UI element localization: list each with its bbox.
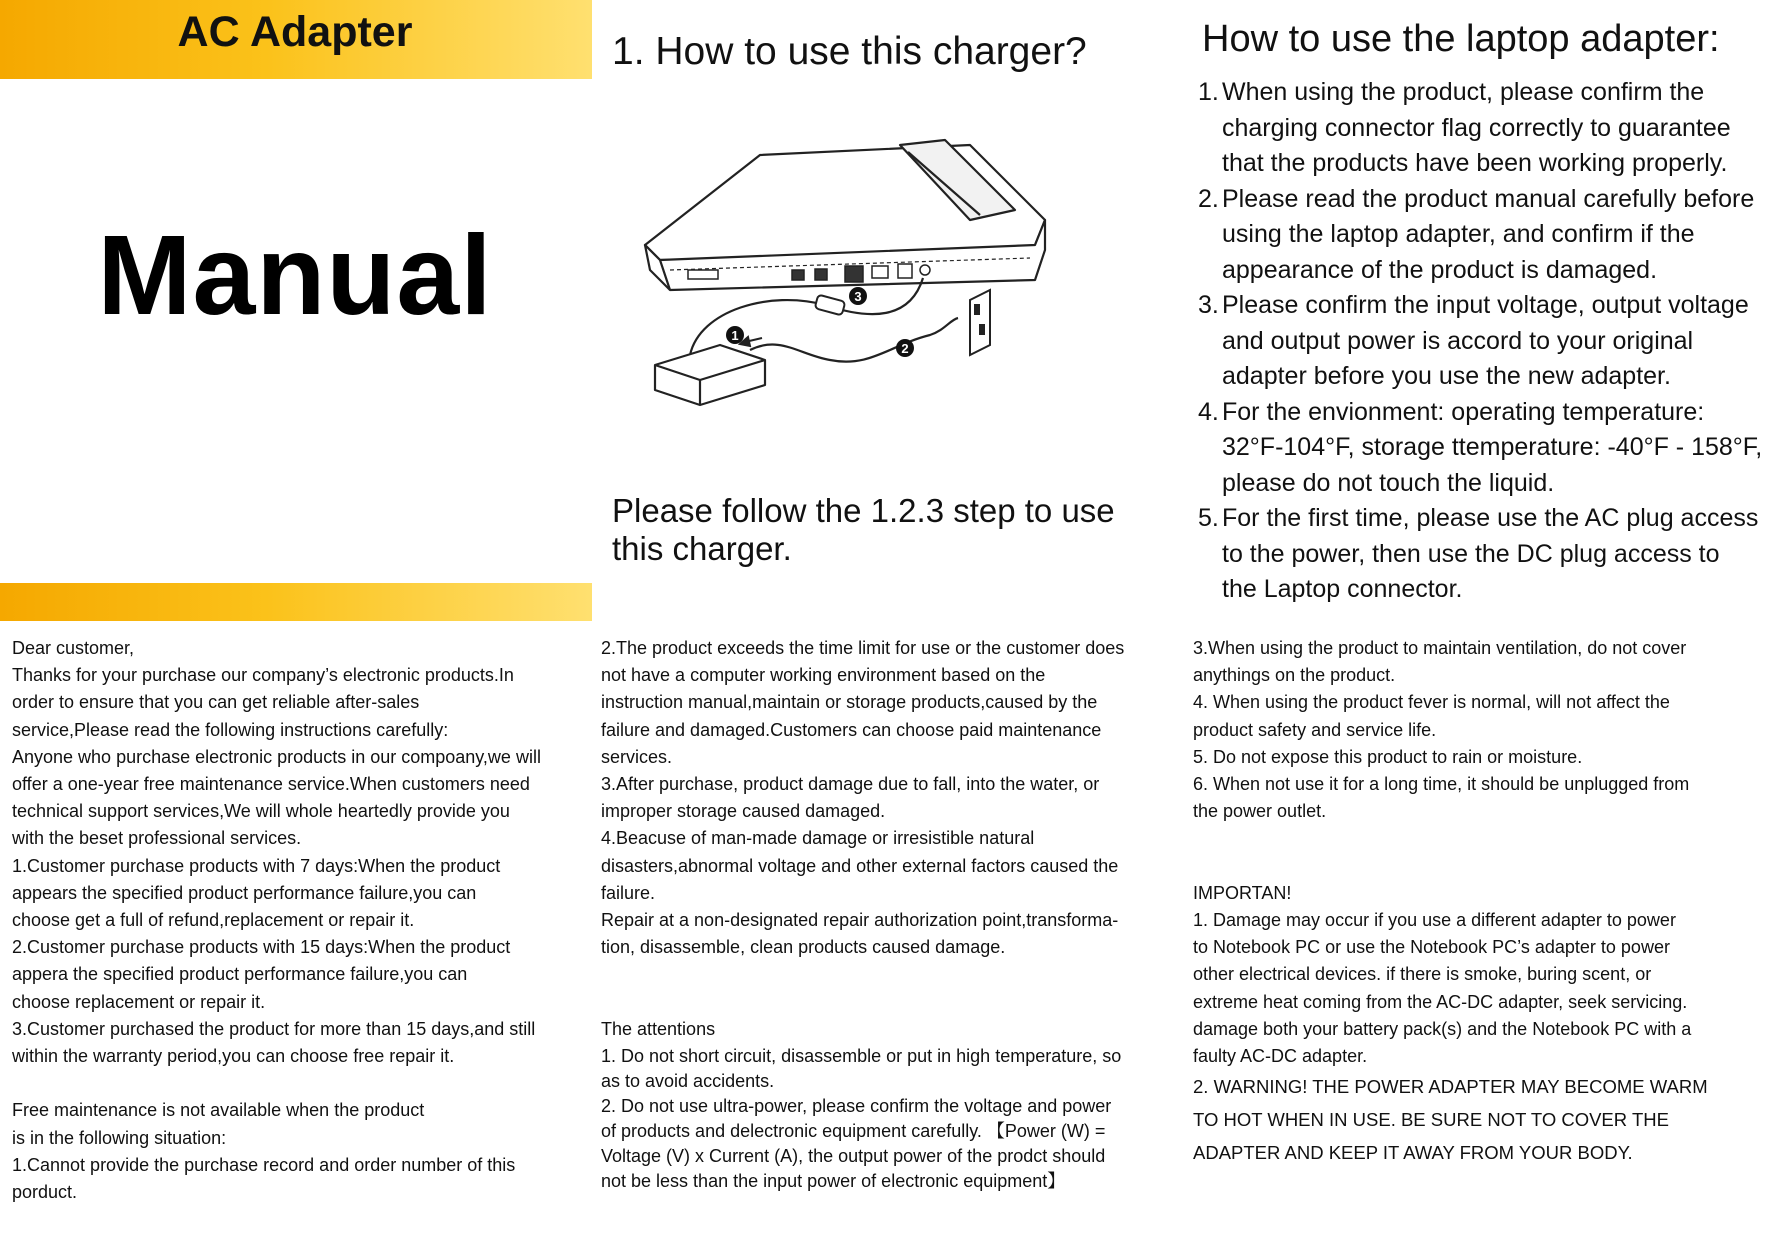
instruction-number: [1198, 111, 1222, 147]
text-line: anythings on the product.: [1193, 665, 1396, 686]
instruction-number: 2.: [1198, 184, 1219, 213]
instruction-text: the Laptop connector.: [1222, 575, 1463, 603]
important-line: damage both your battery pack(s) and the Notebook PC with a: [1193, 1018, 1692, 1039]
text-line: failure.: [601, 882, 656, 903]
text-line: Dear customer,: [12, 638, 135, 658]
text-line: offer a one-year free maintenance service.When customers need: [12, 774, 530, 795]
adapter-instruction-line: [1198, 430, 1772, 466]
callout-3-label: 3: [854, 289, 862, 304]
attention-line: not be less than the input power of electronic equipment】: [601, 1170, 1066, 1191]
instruction-text: adapter before you use the new adapter.: [1222, 362, 1671, 390]
text-line: 3.After purchase, product damage due to fall, into the water, or: [601, 774, 1100, 795]
instruction-text: please do not touch the liquid.: [1222, 468, 1555, 497]
exclusions-column: [601, 635, 1181, 1194]
laptop-charger-illustration: [640, 120, 1080, 470]
instruction-text: to the power, then use the DC plug access to: [1222, 539, 1720, 568]
adapter-instruction-line: [1198, 395, 1772, 431]
instruction-number: 5.: [1198, 504, 1219, 532]
text-line: porduct.: [12, 1182, 78, 1203]
text-line: not have a computer working environment based on the: [601, 665, 1046, 686]
text-line: the power outlet.: [1193, 801, 1327, 822]
warning-line: TO HOT WHEN IN USE. BE SURE NOT TO COVER THE: [1193, 1109, 1669, 1131]
banner-title: AC Adapter: [177, 8, 413, 56]
adapter-instruction-line: [1198, 111, 1772, 147]
text-line: with the beset professional services.: [12, 828, 302, 849]
text-line: Thanks for your purchase our company’s electronic products.In: [12, 665, 514, 686]
text-line: 3.Customer purchased the product for more than 15 days,and still: [12, 1018, 536, 1039]
instruction-number: [1198, 146, 1222, 182]
charger-heading: 1. How to use this charger?: [612, 30, 1087, 73]
attentions-list: [601, 1044, 1181, 1194]
adapter-instruction-line: [1198, 359, 1772, 395]
instruction-number: [1198, 430, 1222, 466]
instruction-number: [1198, 324, 1222, 360]
warranty-column: [12, 635, 592, 1206]
adapter-instruction-line: [1198, 182, 1772, 218]
important-title: IMPORTAN!: [1193, 882, 1292, 903]
instruction-text: For the envionment: operating temperature:: [1222, 397, 1705, 426]
text-line: within the warranty period,you can choose free repair it.: [12, 1046, 455, 1067]
attention-line: 1. Do not short circuit, disassemble or put in high temperature, so: [601, 1045, 1122, 1066]
warning-line: 2. WARNING! THE POWER ADAPTER MAY BECOME WARM: [1193, 1076, 1708, 1098]
important-line: 1. Damage may occur if you use a different adapter to power: [1193, 910, 1676, 930]
text-line: failure and damaged.Customers can choose paid maintenance: [601, 719, 1102, 740]
instruction-number: 4.: [1198, 397, 1219, 426]
instruction-text: When using the product, please confirm the: [1222, 78, 1705, 106]
text-line: instruction manual,maintain or storage products,caused by the: [601, 692, 1098, 713]
text-line: 5. Do not expose this product to rain or moisture.: [1193, 746, 1583, 767]
text-line: Anyone who purchase electronic products in our compoany,we will: [12, 746, 541, 767]
adapter-instruction-line: [1198, 466, 1772, 502]
text-line: Free maintenance is not available when the product: [12, 1100, 425, 1121]
text-line: product safety and service life.: [1193, 719, 1437, 740]
warning-text: [1193, 1070, 1771, 1169]
text-line: tion, disassemble, clean products caused damage.: [601, 937, 1006, 958]
important-line: extreme heat coming from the AC-DC adapter, seek servicing.: [1193, 991, 1688, 1012]
adapter-instruction-line: [1198, 501, 1772, 537]
attention-line: as to avoid accidents.: [601, 1070, 775, 1091]
instruction-number: [1198, 217, 1222, 253]
text-line: choose replacement or repair it.: [12, 991, 266, 1012]
instruction-text: appearance of the product is damaged.: [1222, 255, 1658, 284]
instruction-text: 32°F-104°F, storage ttemperature: -40°F - 158°F,: [1222, 433, 1763, 461]
callout-1-label: 1: [731, 328, 739, 343]
instruction-number: [1198, 572, 1222, 608]
text-line: appears the specified product performance failure,you can: [12, 882, 477, 903]
manual-title: Manual: [97, 212, 493, 338]
text-line: is in the following situation:: [12, 1127, 227, 1148]
text-line: appera the specified product performance failure,you can: [12, 964, 468, 985]
text-line: 1.Customer purchase products with 7 days:When the product: [12, 855, 501, 876]
adapter-instruction-line: [1198, 288, 1772, 324]
free-maintenance-exclusions: [12, 1097, 592, 1206]
instruction-number: [1198, 359, 1222, 395]
adapter-heading: How to use the laptop adapter:: [1202, 18, 1720, 60]
important-line: to Notebook PC or use the Notebook PC’s adapter to power: [1193, 937, 1670, 958]
warranty-intro: [12, 635, 592, 1070]
text-line: Repair at a non-designated repair authorization point,transforma-: [601, 910, 1119, 931]
callout-2-label: 2: [901, 341, 909, 356]
text-line: 2.Customer purchase products with 15 days:When the product: [12, 937, 511, 958]
usage-notes: [1193, 635, 1771, 825]
text-line: 2.The product exceeds the time limit for use or the customer does: [601, 638, 1125, 658]
warning-line: ADAPTER AND KEEP IT AWAY FROM YOUR BODY.: [1193, 1142, 1633, 1164]
instruction-text: using the laptop adapter, and confirm if the: [1222, 220, 1695, 248]
text-line: disasters,abnormal voltage and other external factors caused the: [601, 855, 1119, 876]
attention-line: 2. Do not use ultra-power, please confirm the voltage and power: [601, 1095, 1112, 1116]
adapter-instruction-line: [1198, 537, 1772, 573]
adapter-instruction-line: [1198, 217, 1772, 253]
instruction-text: For the first time, please use the AC plug access: [1222, 504, 1759, 532]
text-line: 6. When not use it for a long time, it should be unplugged from: [1193, 774, 1690, 795]
important-list: [1193, 907, 1771, 1070]
instruction-number: [1198, 537, 1222, 573]
exclusions-list: [601, 635, 1181, 961]
text-line: 4. When using the product fever is normal, will not affect the: [1193, 692, 1670, 713]
adapter-instruction-line: [1198, 253, 1772, 289]
instruction-text: Please read the product manual carefully before: [1222, 184, 1755, 213]
instruction-text: and output power is accord to your original: [1222, 326, 1694, 355]
text-line: 3.When using the product to maintain ventilation, do not cover: [1193, 638, 1687, 658]
text-line: technical support services,We will whole heartedly provide you: [12, 801, 510, 822]
adapter-instruction-line: [1198, 75, 1772, 111]
important-line: faulty AC-DC adapter.: [1193, 1046, 1368, 1067]
text-line: 4.Beacuse of man-made damage or irresistible natural: [601, 828, 1035, 849]
text-line: order to ensure that you can get reliable after-sales: [12, 692, 420, 713]
attention-line: Voltage (V) x Current (A), the output power of the prodct should: [601, 1145, 1106, 1166]
adapter-instruction-line: [1198, 146, 1772, 182]
instruction-text: Please confirm the input voltage, output voltage: [1222, 291, 1749, 319]
important-line: other electrical devices. if there is smoke, buring scent, or: [1193, 964, 1652, 985]
instruction-number: [1198, 466, 1222, 502]
text-line: service,Please read the following instructions carefully:: [12, 719, 449, 740]
text-line: 1.Cannot provide the purchase record and order number of this: [12, 1154, 516, 1175]
follow-steps-text: Please follow the 1.2.3 step to use this charger.: [612, 492, 1115, 567]
text-line: improper storage caused damaged.: [601, 801, 886, 822]
instruction-text: charging connector flag correctly to guarantee: [1222, 113, 1731, 142]
text-line: services.: [601, 746, 673, 767]
attentions-title: The attentions: [601, 1019, 716, 1040]
instruction-number: 3.: [1198, 291, 1219, 319]
instruction-number: [1198, 253, 1222, 289]
instruction-text: that the products have been working properly.: [1222, 149, 1728, 177]
adapter-instruction-line: [1198, 324, 1772, 360]
attention-line: of products and delectronic equipment carefully. 【Power (W) =: [601, 1120, 1106, 1141]
text-line: choose get a full of refund,replacement or repair it.: [12, 910, 415, 931]
adapter-instructions-list: [1198, 75, 1772, 608]
divider-bar: [0, 583, 592, 621]
instruction-number: 1.: [1198, 78, 1219, 106]
safety-column: [1193, 635, 1771, 1169]
adapter-instruction-line: [1198, 572, 1772, 608]
